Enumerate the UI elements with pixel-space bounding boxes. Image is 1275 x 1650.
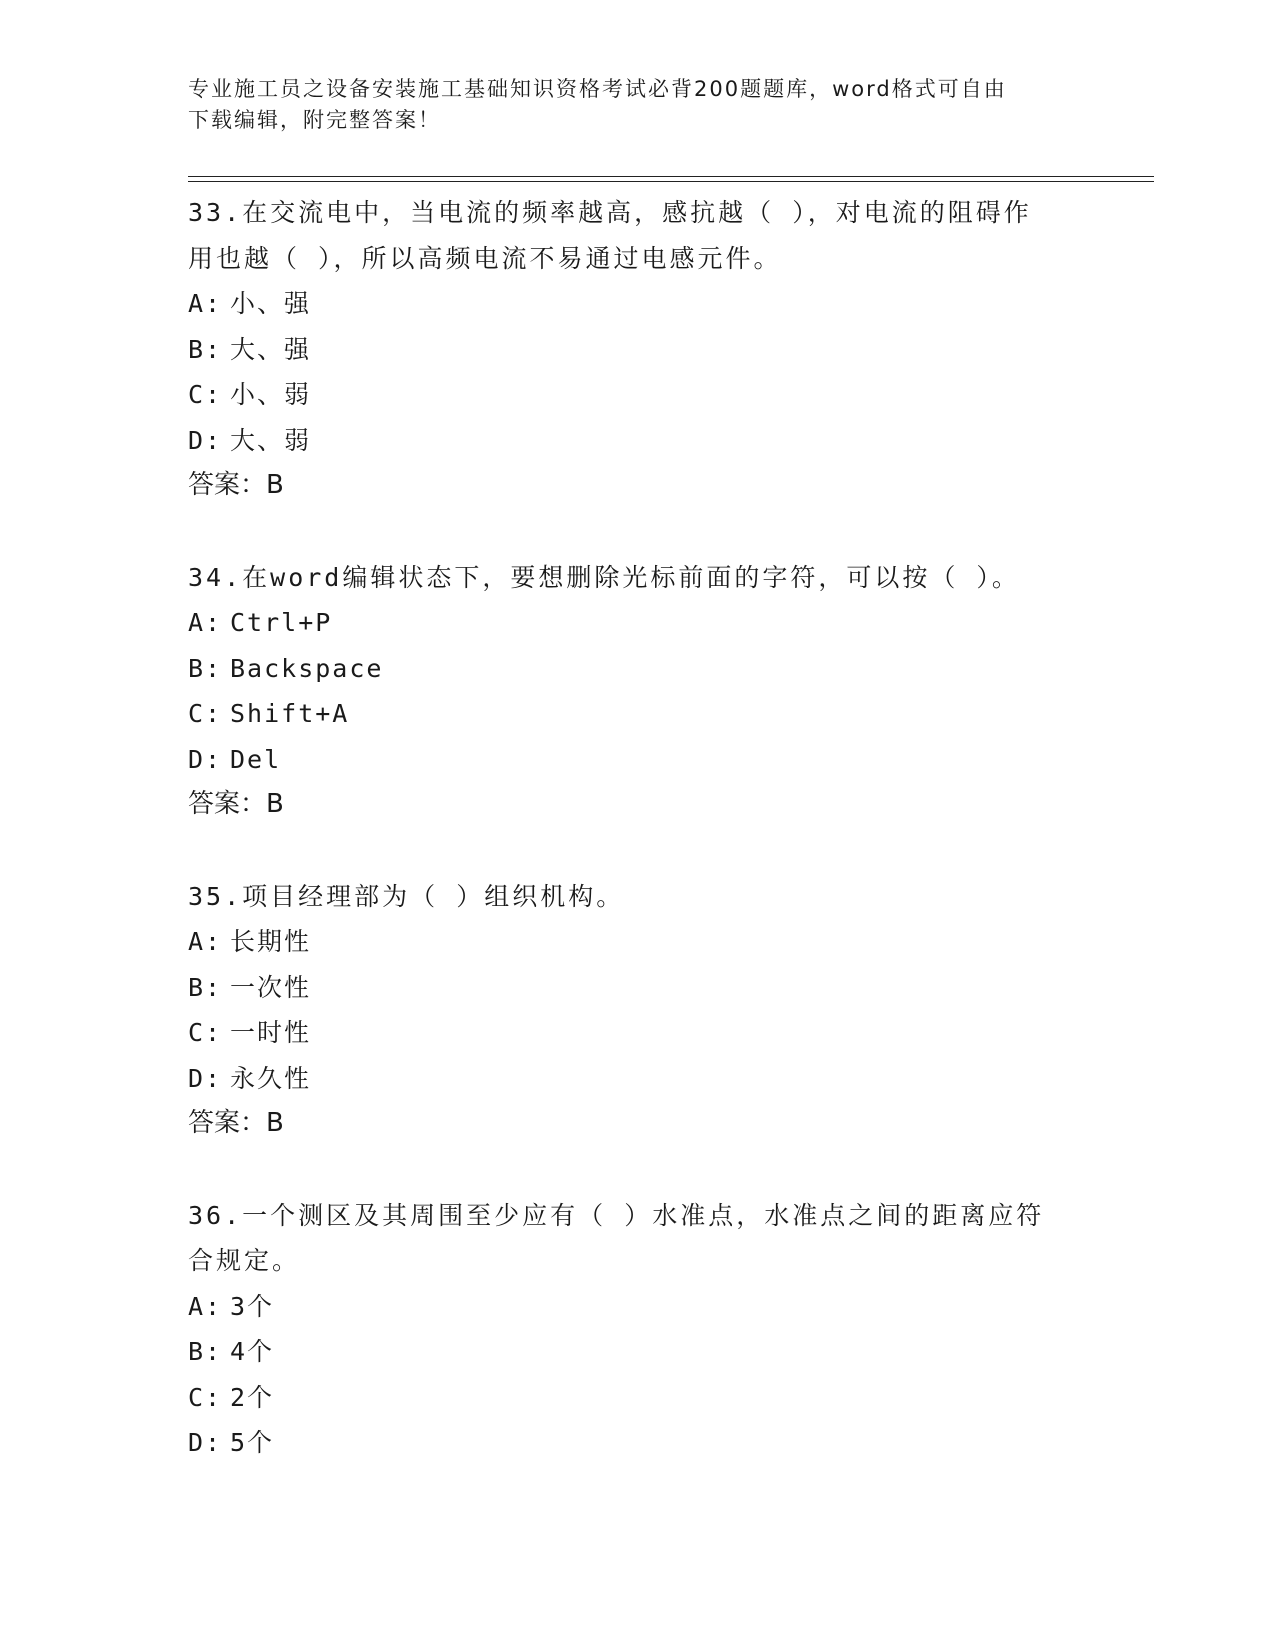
option-a [188, 919, 1058, 965]
option-text: 小、弱 [230, 380, 312, 409]
option-key: A: [188, 1291, 223, 1321]
question-list [188, 190, 1058, 1512]
option-c [188, 1010, 1058, 1056]
question-text: 33.在交流电中，当电流的频率越高，感抗越（ ），对电流的阻碍作用也越（ ），所以高频电流不易通过电感元件。 [188, 198, 1032, 273]
option-key: B: [188, 653, 223, 683]
option-c [188, 372, 1058, 418]
option-key: D: [188, 744, 223, 774]
option-b [188, 327, 1058, 373]
option-d [188, 1056, 1058, 1102]
option-text: 永久性 [230, 1063, 312, 1093]
option-text: Del [230, 744, 282, 774]
option-c [188, 691, 1058, 737]
question-36 [188, 1193, 1058, 1466]
answer-line: 答案：B [188, 470, 284, 500]
option-text: 大、强 [230, 334, 312, 364]
option-d [188, 737, 1058, 783]
option-text: 一次性 [230, 972, 312, 1002]
header-line-2: 下载编辑，附完整答案！ [188, 108, 441, 132]
option-key: B: [188, 972, 223, 1002]
option-text: Shift+A [230, 699, 350, 728]
option-key: A: [188, 289, 223, 318]
option-key: D: [188, 1428, 223, 1457]
option-d [188, 1420, 1058, 1466]
header-rule-bottom [188, 181, 1154, 182]
option-text: 2个 [230, 1382, 275, 1412]
document-header [188, 74, 1068, 136]
option-b [188, 1329, 1058, 1375]
question-34 [188, 555, 1058, 828]
option-text: 一时性 [230, 1018, 312, 1047]
option-key: C: [188, 1018, 223, 1047]
question-text: 35.项目经理部为（ ）组织机构。 [188, 881, 625, 911]
option-text: 大、弱 [230, 425, 312, 455]
question-35 [188, 874, 1058, 1147]
option-key: B: [188, 334, 223, 364]
option-text: 5个 [230, 1428, 275, 1457]
document-page [188, 0, 1154, 1650]
option-key: A: [188, 608, 223, 637]
option-key: D: [188, 1063, 223, 1093]
option-key: B: [188, 1337, 223, 1366]
option-b [188, 646, 1058, 692]
option-text: 小、强 [230, 289, 312, 318]
header-rule-top [188, 176, 1154, 177]
option-key: C: [188, 380, 223, 409]
option-a [188, 1284, 1058, 1330]
question-text: 34.在word编辑状态下，要想删除光标前面的字符，可以按（ ）。 [188, 562, 1020, 592]
option-text: 长期性 [230, 927, 312, 956]
option-key: D: [188, 425, 223, 455]
answer-line: 答案：B [188, 789, 284, 819]
option-text: 3个 [230, 1291, 275, 1321]
option-d [188, 418, 1058, 464]
option-b [188, 965, 1058, 1011]
option-c [188, 1375, 1058, 1421]
option-key: C: [188, 699, 223, 728]
option-a [188, 281, 1058, 327]
option-key: A: [188, 927, 223, 956]
option-text: Ctrl+P [230, 608, 333, 637]
option-text: 4个 [230, 1337, 275, 1366]
option-text: Backspace [230, 653, 384, 683]
question-33 [188, 190, 1058, 509]
header-line-1: 专业施工员之设备安装施工基础知识资格考试必背200题题库，word格式可自由 [188, 77, 1007, 101]
answer-line: 答案：B [188, 1108, 284, 1138]
option-key: C: [188, 1382, 223, 1412]
question-text: 36.一个测区及其周围至少应有（ ）水准点，水准点之间的距离应符合规定。 [188, 1200, 1045, 1275]
option-a [188, 600, 1058, 646]
